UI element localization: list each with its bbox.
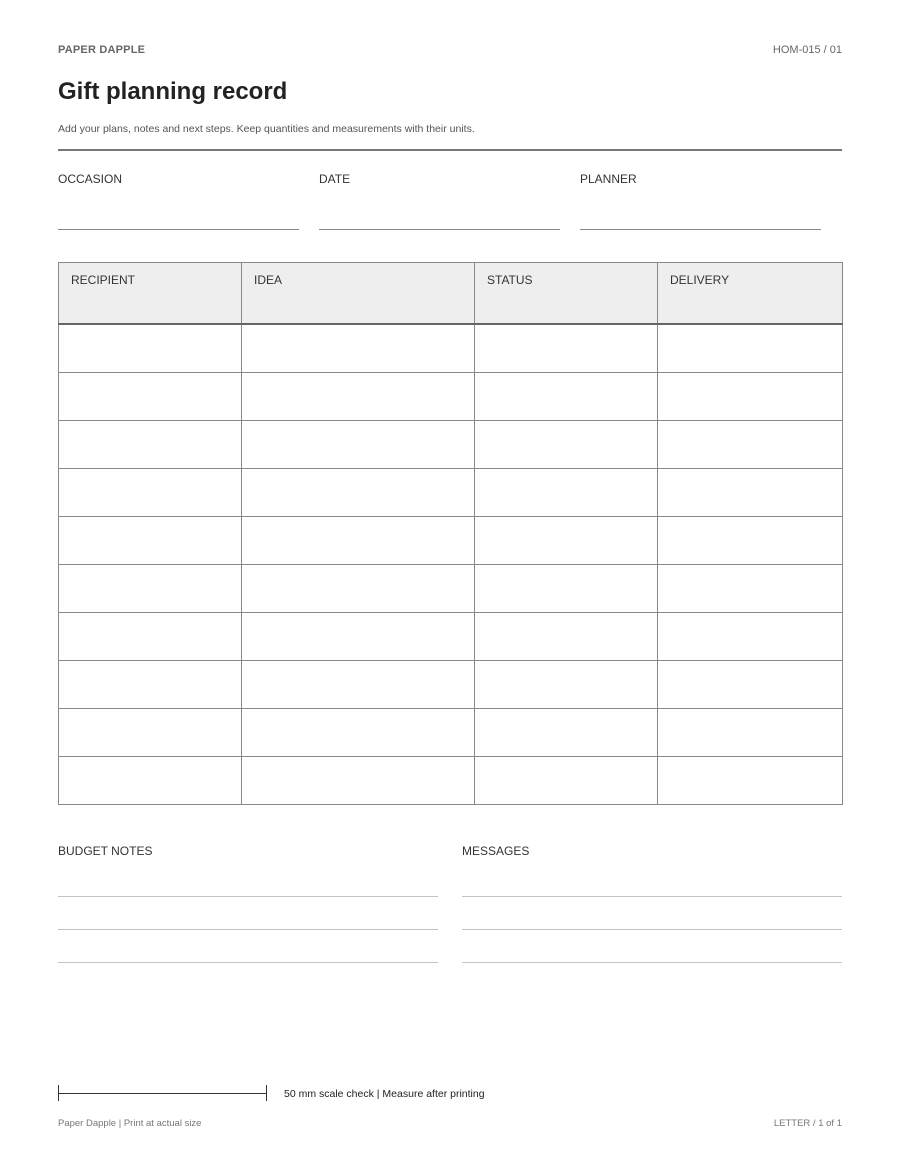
cell-idea[interactable] (242, 708, 475, 756)
table-row (59, 468, 843, 516)
messages-line[interactable] (462, 962, 842, 963)
budget-notes-label: BUDGET NOTES (58, 844, 153, 858)
cell-status[interactable] (475, 660, 658, 708)
status-entry[interactable] (475, 709, 657, 756)
scale-bar-tick-right (266, 1085, 267, 1101)
delivery-entry[interactable] (658, 421, 842, 468)
cell-delivery[interactable] (658, 516, 843, 564)
delivery-entry[interactable] (658, 613, 842, 660)
column-header-recipient: RECIPIENT (59, 263, 242, 324)
cell-recipient[interactable] (59, 612, 242, 660)
cell-recipient[interactable] (59, 516, 242, 564)
date-input-line[interactable] (319, 199, 560, 230)
recipient-entry[interactable] (59, 613, 241, 660)
cell-delivery[interactable] (658, 756, 843, 804)
cell-status[interactable] (475, 324, 658, 373)
cell-idea[interactable] (242, 612, 475, 660)
cell-idea[interactable] (242, 420, 475, 468)
idea-entry[interactable] (242, 661, 474, 708)
status-entry[interactable] (475, 613, 657, 660)
cell-idea[interactable] (242, 468, 475, 516)
brand-name: PAPER DAPPLE (58, 44, 146, 56)
occasion-label: OCCASION (58, 172, 123, 186)
cell-status[interactable] (475, 372, 658, 420)
delivery-entry[interactable] (658, 517, 842, 564)
delivery-entry[interactable] (658, 469, 842, 516)
delivery-entry[interactable] (658, 325, 842, 372)
recipient-entry[interactable] (59, 709, 241, 756)
column-header-idea: IDEA (242, 263, 475, 324)
form-code: HOM-015 / 01 (772, 44, 842, 56)
cell-recipient[interactable] (59, 756, 242, 804)
cell-delivery[interactable] (658, 612, 843, 660)
table-row (59, 660, 843, 708)
date-label: DATE (319, 172, 351, 186)
footer-left: Paper Dapple | Print at actual size (58, 1118, 202, 1129)
cell-delivery[interactable] (658, 660, 843, 708)
cell-idea[interactable] (242, 660, 475, 708)
table-row (59, 324, 843, 373)
cell-recipient[interactable] (59, 660, 242, 708)
cell-status[interactable] (475, 516, 658, 564)
occasion-input-line[interactable] (58, 199, 299, 230)
cell-delivery[interactable] (658, 420, 843, 468)
column-header-status: STATUS (475, 263, 658, 324)
scale-label: 50 mm scale check | Measure after printing (284, 1088, 485, 1100)
table-row (59, 372, 843, 420)
date-field[interactable] (319, 172, 560, 230)
cell-recipient[interactable] (59, 372, 242, 420)
recipient-entry[interactable] (59, 565, 241, 612)
table-row (59, 516, 843, 564)
idea-entry[interactable] (242, 517, 474, 564)
occasion-field[interactable] (58, 172, 299, 230)
status-entry[interactable] (475, 421, 657, 468)
scale-bar-line (58, 1093, 267, 1094)
gift-table (58, 262, 843, 805)
cell-status[interactable] (475, 756, 658, 804)
cell-status[interactable] (475, 612, 658, 660)
recipient-entry[interactable] (59, 325, 241, 372)
table-header-row (59, 263, 843, 324)
cell-idea[interactable] (242, 516, 475, 564)
idea-entry[interactable] (242, 469, 474, 516)
scale-bar (58, 1085, 267, 1101)
table-row (59, 612, 843, 660)
idea-entry[interactable] (242, 613, 474, 660)
messages-label: MESSAGES (462, 844, 530, 858)
messages-line[interactable] (462, 896, 842, 897)
page-title: Gift planning record (58, 78, 288, 105)
header-divider (58, 149, 842, 151)
idea-entry[interactable] (242, 421, 474, 468)
delivery-entry[interactable] (658, 373, 842, 420)
table-row (59, 756, 843, 804)
cell-delivery[interactable] (658, 324, 843, 373)
cell-delivery[interactable] (658, 468, 843, 516)
delivery-entry[interactable] (658, 565, 842, 612)
recipient-entry[interactable] (59, 421, 241, 468)
cell-recipient[interactable] (59, 468, 242, 516)
cell-status[interactable] (475, 708, 658, 756)
status-entry[interactable] (475, 373, 657, 420)
idea-entry[interactable] (242, 565, 474, 612)
recipient-entry[interactable] (59, 757, 241, 804)
cell-recipient[interactable] (59, 564, 242, 612)
idea-entry[interactable] (242, 757, 474, 804)
recipient-entry[interactable] (59, 661, 241, 708)
status-entry[interactable] (475, 469, 657, 516)
planner-label: PLANNER (580, 172, 637, 186)
table-body (59, 324, 843, 805)
cell-delivery[interactable] (658, 708, 843, 756)
page-subtitle: Add your plans, notes and next steps. Keep quantities and measurements with their units. (58, 123, 475, 135)
messages-line[interactable] (462, 929, 842, 930)
messages-section (462, 844, 842, 858)
table-row (59, 708, 843, 756)
cell-delivery[interactable] (658, 372, 843, 420)
status-entry[interactable] (475, 325, 657, 372)
delivery-entry[interactable] (658, 709, 842, 756)
cell-idea[interactable] (242, 564, 475, 612)
column-header-delivery: DELIVERY (658, 263, 843, 324)
scale-bar-tick-left (58, 1085, 59, 1101)
cell-status[interactable] (475, 420, 658, 468)
status-entry[interactable] (475, 757, 657, 804)
recipient-entry[interactable] (59, 373, 241, 420)
budget-notes-section (58, 844, 438, 858)
budget-notes-line[interactable] (58, 896, 438, 897)
cell-idea[interactable] (242, 324, 475, 373)
status-entry[interactable] (475, 565, 657, 612)
cell-status[interactable] (475, 564, 658, 612)
budget-notes-line[interactable] (58, 962, 438, 963)
cell-idea[interactable] (242, 756, 475, 804)
status-entry[interactable] (475, 517, 657, 564)
status-entry[interactable] (475, 661, 657, 708)
recipient-entry[interactable] (59, 517, 241, 564)
cell-idea[interactable] (242, 372, 475, 420)
cell-recipient[interactable] (59, 420, 242, 468)
idea-entry[interactable] (242, 373, 474, 420)
idea-entry[interactable] (242, 709, 474, 756)
budget-notes-line[interactable] (58, 929, 438, 930)
cell-recipient[interactable] (59, 324, 242, 373)
delivery-entry[interactable] (658, 757, 842, 804)
cell-status[interactable] (475, 468, 658, 516)
planner-input-line[interactable] (580, 199, 821, 230)
planner-field[interactable] (580, 172, 821, 230)
table-row (59, 420, 843, 468)
delivery-entry[interactable] (658, 661, 842, 708)
footer-right: LETTER / 1 of 1 (773, 1118, 842, 1129)
recipient-entry[interactable] (59, 469, 241, 516)
table-row (59, 564, 843, 612)
cell-recipient[interactable] (59, 708, 242, 756)
idea-entry[interactable] (242, 325, 474, 372)
cell-delivery[interactable] (658, 564, 843, 612)
